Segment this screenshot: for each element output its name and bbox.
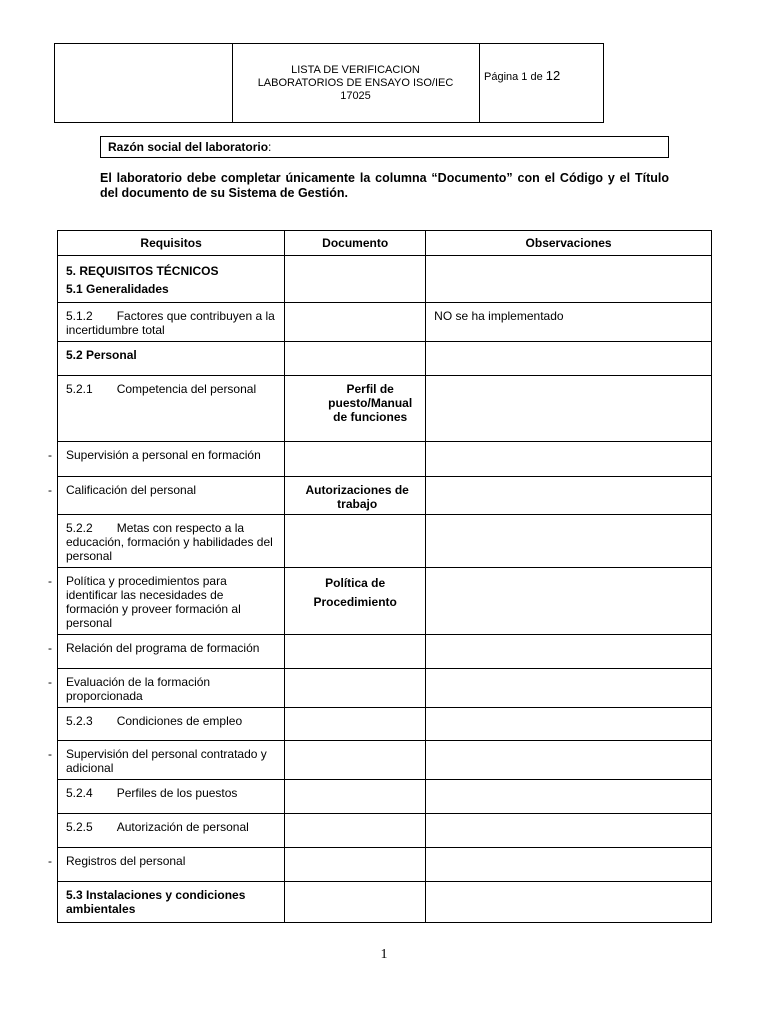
- req-cell: [48, 442, 285, 477]
- req-cell: [58, 814, 285, 848]
- req-number: 5.2.4: [66, 786, 93, 800]
- header-title-cell: [232, 44, 480, 122]
- req-cell: [48, 568, 285, 635]
- req-text: Autorización de personal: [116, 820, 249, 834]
- bullet-dash: -: [48, 641, 52, 655]
- bullet-dash: -: [48, 675, 52, 689]
- table-row: [58, 568, 712, 635]
- table-row: [58, 814, 712, 848]
- obs-cell[interactable]: [426, 515, 712, 568]
- page-number: 1: [380, 947, 388, 962]
- table-row: [58, 635, 712, 669]
- doc-cell[interactable]: [285, 568, 426, 635]
- doc-cell[interactable]: [285, 882, 426, 923]
- document-entry: Perfil de puesto/Manual de funciones: [328, 382, 413, 424]
- table-row: [58, 882, 712, 923]
- table-row: [58, 780, 712, 814]
- header-observaciones: Observaciones: [426, 231, 712, 256]
- obs-cell[interactable]: [426, 882, 712, 923]
- doc-cell[interactable]: [285, 477, 426, 515]
- header-title-line3: 17025: [340, 89, 371, 102]
- req-cell: [58, 303, 285, 342]
- obs-cell[interactable]: [426, 780, 712, 814]
- header-page-cell: [479, 44, 603, 122]
- table-row: [58, 477, 712, 515]
- doc-cell[interactable]: [285, 780, 426, 814]
- req-cell: [58, 376, 285, 442]
- obs-cell[interactable]: [426, 848, 712, 882]
- subsection-title: 5.2 Personal: [66, 348, 137, 362]
- doc-cell[interactable]: [285, 303, 426, 342]
- bullet-dash: -: [48, 747, 52, 761]
- table-row: [58, 303, 712, 342]
- doc-cell[interactable]: [285, 376, 426, 442]
- req-number: 5.2.3: [66, 714, 93, 728]
- req-cell: [58, 780, 285, 814]
- section-title: 5. REQUISITOS TÉCNICOS: [66, 264, 219, 278]
- doc-cell[interactable]: [285, 669, 426, 708]
- obs-cell[interactable]: [426, 741, 712, 780]
- obs-cell[interactable]: [426, 376, 712, 442]
- req-number: 5.2.5: [66, 820, 93, 834]
- document-entry: Autorizaciones de trabajo: [305, 483, 409, 511]
- header-title-line1: LISTA DE VERIFICACION: [291, 63, 420, 76]
- bullet-dash: -: [48, 854, 52, 868]
- obs-cell[interactable]: [426, 708, 712, 741]
- req-cell: [48, 669, 285, 708]
- req-cell: [48, 477, 285, 515]
- req-text: Supervisión a personal en formación: [66, 448, 261, 462]
- req-cell: [58, 256, 285, 303]
- obs-cell[interactable]: [426, 814, 712, 848]
- obs-cell[interactable]: [426, 342, 712, 376]
- req-number: 5.1.2: [66, 309, 93, 323]
- bullet-dash: -: [48, 574, 52, 588]
- req-cell: [58, 342, 285, 376]
- doc-cell[interactable]: [285, 256, 426, 303]
- req-cell: [48, 848, 285, 882]
- table-header-row: [58, 231, 712, 256]
- obs-cell[interactable]: [426, 256, 712, 303]
- bullet-dash: -: [48, 483, 52, 497]
- subsection-title: 5.1 Generalidades: [66, 282, 169, 296]
- req-text: Evaluación de la formación proporcionada: [66, 675, 211, 703]
- doc-cell[interactable]: [285, 741, 426, 780]
- doc-cell[interactable]: [285, 342, 426, 376]
- req-text: Relación del programa de formación: [66, 641, 260, 655]
- req-text: Registros del personal: [66, 854, 186, 868]
- doc-cell[interactable]: [285, 814, 426, 848]
- bullet-dash: -: [48, 448, 52, 462]
- document-entry: Política de Procedimiento: [313, 576, 397, 609]
- obs-cell[interactable]: [426, 477, 712, 515]
- razon-social-colon: :: [268, 140, 272, 154]
- razon-social-field[interactable]: [100, 136, 669, 158]
- table-row: [58, 669, 712, 708]
- req-text: Condiciones de empleo: [116, 714, 243, 728]
- req-text: Metas con respecto a la educación, formación y habilidades del personal: [66, 521, 273, 563]
- table-row: [58, 741, 712, 780]
- header-logo-cell: [55, 44, 233, 122]
- doc-cell[interactable]: [285, 708, 426, 741]
- req-number: 5.2.2: [66, 521, 93, 535]
- table-row: [58, 342, 712, 376]
- obs-cell[interactable]: [426, 568, 712, 635]
- header-documento: Documento: [285, 231, 426, 256]
- table-row: [58, 256, 712, 303]
- table-row: [58, 376, 712, 442]
- req-cell: [58, 882, 285, 923]
- observation-text: NO se ha implementado: [434, 309, 564, 323]
- page-total: 12: [545, 68, 561, 83]
- req-text: Competencia del personal: [116, 382, 257, 396]
- instruction-text: El laboratorio debe completar únicamente la columna “Documento” con el Código y el Título del documento de su Sistema de Gestión.: [100, 171, 669, 200]
- req-cell: [48, 635, 285, 669]
- doc-cell[interactable]: [285, 848, 426, 882]
- table-row: [58, 515, 712, 568]
- req-cell: [58, 515, 285, 568]
- header-title-line2: LABORATORIOS DE ENSAYO ISO/IEC: [257, 76, 454, 89]
- razon-social-label: Razón social del laboratorio: [108, 140, 269, 154]
- doc-cell[interactable]: [285, 635, 426, 669]
- req-text: Perfiles de los puestos: [116, 786, 238, 800]
- doc-cell[interactable]: [285, 442, 426, 477]
- doc-cell[interactable]: [285, 515, 426, 568]
- table-row: [58, 442, 712, 477]
- table-row: [58, 708, 712, 741]
- req-cell: [48, 741, 285, 780]
- obs-cell[interactable]: [426, 669, 712, 708]
- page-label: Página 1 de: [484, 71, 546, 83]
- document-header: [54, 43, 604, 123]
- subsection-title: 5.3 Instalaciones y condiciones ambientales: [66, 888, 246, 916]
- req-number: 5.2.1: [66, 382, 93, 396]
- table-row: [58, 848, 712, 882]
- requirements-table: [48, 230, 712, 923]
- obs-cell[interactable]: [426, 442, 712, 477]
- obs-cell[interactable]: [426, 303, 712, 342]
- req-text: Política y procedimientos para identificar las necesidades de formación y proveer formación al personal: [66, 574, 241, 630]
- req-text: Calificación del personal: [66, 483, 197, 497]
- header-requisitos: Requisitos: [58, 231, 285, 256]
- req-text: Factores que contribuyen a la incertidumbre total: [66, 309, 275, 337]
- obs-cell[interactable]: [426, 635, 712, 669]
- req-cell: [58, 708, 285, 741]
- req-text: Supervisión del personal contratado y adicional: [66, 747, 267, 775]
